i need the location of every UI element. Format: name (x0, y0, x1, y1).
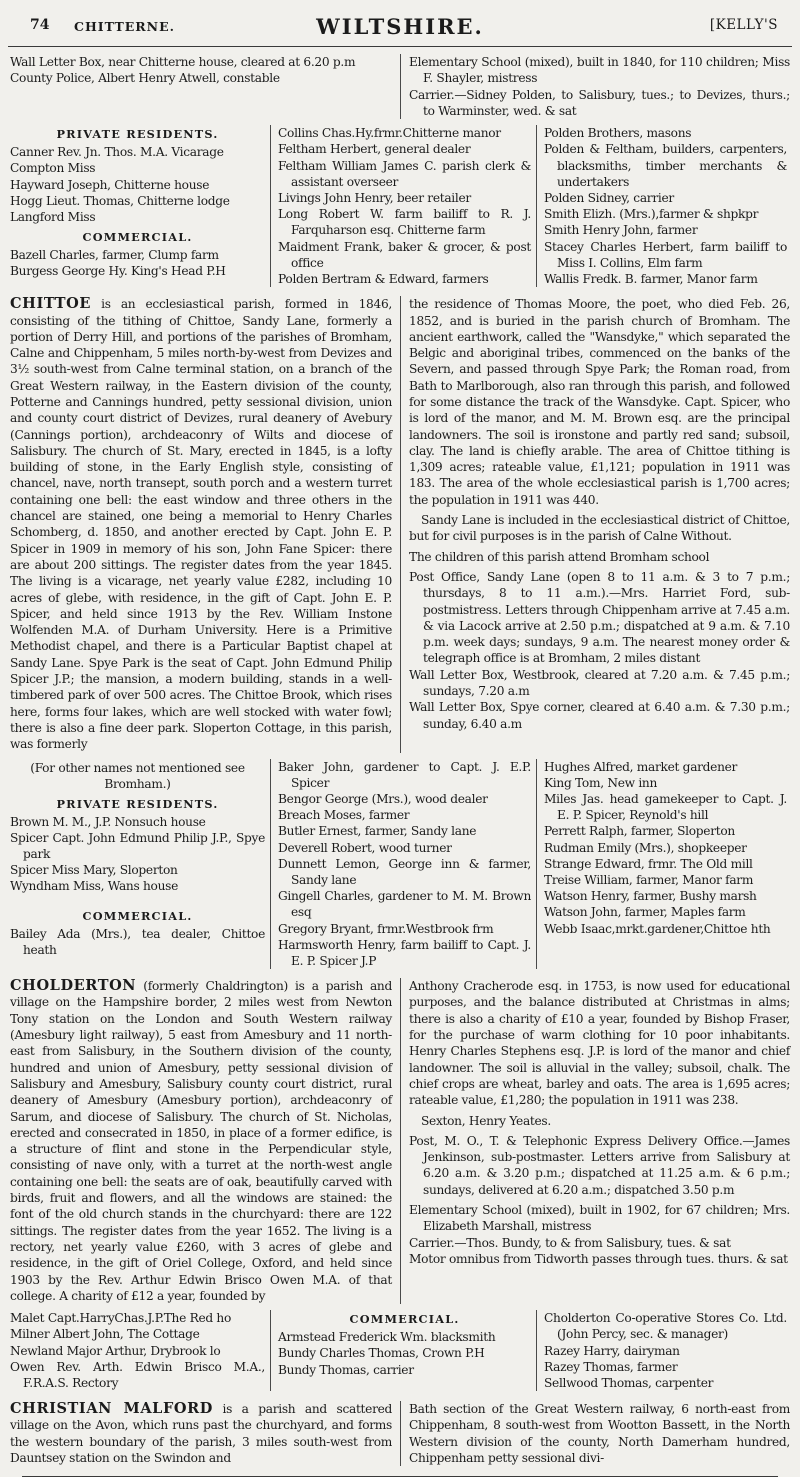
directory-entry: Baker John, gardener to Capt. J. E.P. Spicer (278, 759, 531, 790)
chittoe-school-note: The children of this parish attend Bromham school (409, 549, 710, 564)
chittoe-article-right (400, 296, 792, 752)
chittoe-sandy-lane-note: Sandy Lane is included in the ecclesiastical district of Chittoe, but for civil purposes is in the parish of Calne Without. (409, 513, 790, 544)
chitterne-misc-left (8, 54, 400, 119)
cholderton-school: Elementary School (mixed), built in 1902, for 67 children; Mrs. Elizabeth Marshall, mistress (409, 1203, 790, 1234)
directory-entry: Maidment Frank, baker & grocer, & post office (278, 239, 531, 270)
directory-entry: Sellwood Thomas, carpenter (544, 1375, 714, 1390)
chittoe-wall-letter-box-2: Wall Letter Box, Spye corner, cleared at 6.40 a.m. & 7.30 p.m.; sunday, 6.40 a.m (409, 700, 790, 731)
directory-entry: Wyndham Miss, Wans house (10, 879, 178, 894)
directory-entry: Harmsworth Henry, farm bailiff to Capt. J. E. P. Spicer J.P (278, 937, 531, 968)
christian-malford-left (8, 1401, 400, 1466)
directory-entry: Rudman Emily (Mrs.), shopkeeper (544, 840, 747, 855)
directory-entry: Armstead Frederick Wm. blacksmith (278, 1330, 496, 1345)
cholderton-article (8, 978, 792, 1304)
directory-entry: Webb Isaac,mrkt.gardener,Chittoe hth (544, 921, 771, 936)
cholderton-directory (8, 1310, 792, 1391)
chittoe-right-text: the residence of Thomas Moore, the poet, who died Feb. 26, 1852, and is buried in the parish church of Bromham. The ancient earthwork, called the "Wansdyke," which separated the Belgic and aboriginal tribes, commenced on the banks of the Severn, and passed through Spye Park; the Roman road, from Bath to Marlborough, also ran through this parish, and followed for some distance the track of the Wansdyke. Capt. Spicer, who is lord of the manor, and M. M. Brown esq. are the principal landowners. The soil is ironstone and partly red sand; subsoil, clay. The land is chiefly arable. The area of Chittoe tithing is 1,309 acres; rateable value, £1,121; population in 1911 was 183. The area of the whole ecclesiastical parish is 1,700 acres; the population in 1911 was 440. (409, 297, 790, 507)
directory-entry: Owen Rev. Arth. Edwin Brisco M.A., F.R.A.S. Rectory (10, 1359, 265, 1390)
directory-entry: Strange Edward, frmr. The Old mill (544, 856, 753, 871)
cholderton-article-right (400, 978, 792, 1304)
official-entry: County Police, Albert Henry Atwell, constable (10, 71, 280, 86)
directory-entry: Perrett Ralph, farmer, Sloperton (544, 824, 735, 839)
directory-entry: Milner Albert John, The Cottage (10, 1327, 200, 1342)
directory-entry: Hughes Alfred, market gardener (544, 759, 738, 774)
chittoe-directory (8, 759, 792, 970)
directory-entry: Breach Moses, farmer (278, 808, 410, 823)
chittoe-article-left (8, 296, 400, 752)
cholderton-directory-col2 (270, 1310, 536, 1391)
running-head-county: WILTSHIRE. (316, 14, 484, 39)
chittoe-directory-col3 (536, 759, 792, 970)
directory-entry: Bundy Charles Thomas, Crown P.H (278, 1346, 485, 1361)
directory-entry: Malet Capt.HarryChas.J.P.The Red ho (10, 1311, 232, 1326)
chitterne-directory-col2 (270, 125, 536, 287)
directory-entry: Bailey Ada (Mrs.), tea dealer, Chittoe heath (10, 926, 265, 957)
chittoe-directory-col2 (270, 759, 536, 970)
chittoe-parish-name: CHITTOE (10, 295, 91, 313)
cholderton-directory-col3 (536, 1310, 792, 1391)
commercial-heading: COMMERCIAL. (349, 1312, 460, 1327)
directory-entry: Razey Thomas, farmer (544, 1359, 678, 1374)
directory-entry: Wallis Fredk. B. farmer, Manor farm (544, 272, 758, 287)
directory-entry: Polden & Feltham, builders, carpenters, blacksmiths, timber merchants & undertakers (544, 142, 787, 189)
commercial-heading: COMMERCIAL. (82, 230, 193, 245)
page-header (22, 14, 778, 40)
see-bromham-note: (For other names not mentioned see Bromham.) (30, 760, 245, 791)
directory-entry: Langford Miss (10, 210, 96, 224)
directory-entry: Hayward Joseph, Chitterne house (10, 177, 210, 192)
directory-entry: Butler Ernest, farmer, Sandy lane (278, 824, 477, 839)
chitterne-directory-col1 (8, 125, 270, 287)
chittoe-left-text: is an ecclesiastical parish, formed in 1846, consisting of the tithing of Chittoe, Sandy Lane, formerly a portion of Derry Hill, and portions of the parishes of Bromham, Calne and Chippenham, 5 miles north-by-west from Devizes and 3½ south-west from Calne terminal station, on a branch of the Great Western railway, in the Eastern division of the county, Potterne and Cannings hundred, petty sessional division, union and county court district of Devizes, rural deanery of Avebury (Cannings portion), archdeaconry of Wilts and diocese of Salisbury. The church of St. Mary, erected in 1845, is a lofty building of stone, in the Early English style, consisting of chancel, nave, north transept, south porch and a western turret containing one bell: the east window and three others in the chancel are stained, one being a memorial to Henry Charles Schomberg, d. 1850, and another erected by Capt. John E. P. Spicer in 1909 in memory of his son, John Fane Spicer: there are about 200 sittings. The register dates from the year 1845. The living is a vicarage, net yearly value £282, including 10 acres of glebe, with residence, in the gift of Capt. John E. P. Spicer, and held since 1913 by the Rev. William Instone Wolfenden M.A. of Durham University. Here is a Primitive Methodist chapel, and there is a Particular Baptist chapel at Sandy Lane. Spye Park is the seat of Capt. John Edmund Philip Spicer J.P.; the mansion, a modern building, stands in a well-timbered park of over 500 acres. The Chittoe Brook, which rises here, forms four lakes, which are well stocked with water fowl; there is also a fine deer park. Sloperton Cottage, in this parish, was formerly (10, 297, 392, 752)
directory-entry: Livings John Henry, beer retailer (278, 191, 471, 205)
directory-entry: Treise William, farmer, Manor farm (544, 872, 754, 887)
directory-entry: Deverell Robert, wood turner (278, 840, 452, 855)
directory-entry: Smith Henry John, farmer (544, 223, 698, 238)
directory-entry: Polden Bertram & Edward, farmers (278, 272, 489, 287)
cholderton-parish-name: CHOLDERTON (10, 977, 137, 995)
christian-malford-left-text: is a parish and scattered village on the Avon, which runs past the churchyard, and forms the western boundary of the parish, 3 miles south-west from Dauntsey station on the Swindon and (10, 1402, 393, 1466)
chitterne-commercial-list (10, 247, 265, 279)
directory-entry: King Tom, New inn (544, 775, 658, 790)
private-residents-heading: PRIVATE RESIDENTS. (56, 796, 219, 811)
chitterne-private-residents-list (10, 144, 265, 225)
directory-entry: Cholderton Co-operative Stores Co. Ltd. (John Percy, sec. & manager) (544, 1311, 787, 1342)
official-entry: Carrier.—Sidney Polden, to Salisbury, tues.; to Devizes, thurs.; to Warminster, wed. & sat (409, 87, 790, 118)
christian-malford-article (8, 1401, 792, 1466)
directory-entry: Watson John, farmer, Maples farm (544, 905, 746, 920)
cholderton-directory-col1 (8, 1310, 270, 1391)
cholderton-right-text: Anthony Cracherode esq. in 1753, is now used for educational purposes, and the balance distributed at Christmas in alms; there is also a charity of £10 a year, founded by Bishop Fraser, for the purchase of warm clothing for 10 poor inhabitants. Henry Charles Stephens esq. J.P. is lord of the manor and chief landowner. The soil is alluvial in the valley; subsoil, chalk. The chief crops are wheat, barley and oats. The area is 1,695 acres; rateable value, £1,280; the population in 1911 was 238. (409, 979, 790, 1108)
chitterne-misc-right (400, 54, 792, 119)
christian-malford-right-text: Bath section of the Great Western railway, 6 north-east from Chippenham, 8 south-west from Wootton Bassett, in the North Western division of the county, North Damerham hundred, Chippenham petty sessional divi- (409, 1402, 790, 1466)
directory-entry: Newland Major Arthur, Drybrook lo (10, 1343, 221, 1358)
directory-entry: Bundy Thomas, carrier (278, 1362, 414, 1377)
cholderton-left-text: (formerly Chaldrington) is a parish and village on the Hampshire border, 2 miles west from Newton Tony station on the London and South Western railway (Amesbury light railway), 5 east from Amesbury and 11 north-east from Salisbury, in the Southern division of the county, hundred and union of Amesbury, petty sessional division of Salisbury and Amesbury, Salisbury county court district, rural deanery of Amesbury (Amesbury portion), archdeaconry of Sarum, and diocese of Salisbury. The church of St. Nicholas, erected and consecrated in 1850, in place of a former edifice, is a structure of flint and stone in the Perpendicular style, consisting of nave only, with a turret at the north-west angle containing one bell: the seats are of oak, beautifully carved with birds, fruit and flowers, and all the windows are stained: the font of the old church stands in the churchyard: there are 122 sittings. The register dates from the year 1652. The living is a rectory, net yearly value £260, with 3 acres of glebe and residence, in the gift of Oriel College, Oxford, and held since 1903 by the Rev. Arthur Edwin Brisco Owen M.A. of that college. A charity of £12 a year, founded by (10, 979, 392, 1303)
chittoe-article (8, 296, 792, 752)
cholderton-post-office: Post, M. O., T. & Telephonic Express Delivery Office.—James Jenkinson, sub-postmaster. Letters arrive from Salisbury at 6.20 a.m. & 3.20 p.m.; dispatched at 11.25 a.m. & 6 p.m.; sundays, delivered at 6.20 a.m.; dispatched 3.50 p.m (409, 1133, 790, 1197)
directory-entry: Spicer Miss Mary, Sloperton (10, 863, 178, 878)
directory-entry: Dunnett Lemon, George inn & farmer, Sandy lane (278, 856, 531, 887)
private-residents-heading: PRIVATE RESIDENTS. (56, 127, 219, 142)
publisher-mark: [KELLY'S (709, 17, 778, 33)
official-entry: Wall Letter Box, near Chitterne house, cleared at 6.20 p.m (10, 55, 356, 69)
directory-entry: Polden Brothers, masons (544, 126, 692, 141)
directory-entry: Collins Chas.Hy.frmr.Chitterne manor (278, 126, 501, 141)
chitterne-misc-section (8, 54, 792, 119)
cholderton-commercial-list (278, 1329, 531, 1378)
commercial-heading: COMMERCIAL. (82, 908, 193, 923)
chitterne-directory-col3 (536, 125, 792, 287)
running-head-place: CHITTERNE. (74, 19, 175, 34)
directory-entry: Bazell Charles, farmer, Clump farm (10, 248, 219, 263)
chittoe-directory-col1 (8, 759, 270, 970)
directory-entry: Polden Sidney, carrier (544, 191, 674, 205)
directory-entry: Miles Jas. head gamekeeper to Capt. J. E. P. Spicer, Reynold's hill (544, 791, 787, 823)
directory-entry: Feltham William James C. parish clerk & assistant overseer (278, 158, 531, 189)
directory-entry: Hogg Lieut. Thomas, Chitterne lodge (10, 193, 230, 208)
cholderton-omnibus: Motor omnibus from Tidworth passes through tues. thurs. & sat (409, 1251, 788, 1266)
chittoe-wall-letter-box-1: Wall Letter Box, Westbrook, cleared at 7.20 a.m. & 7.45 p.m.; sundays, 7.20 a.m (409, 667, 790, 699)
directory-entry: Compton Miss (10, 161, 96, 176)
christian-malford-right (400, 1401, 792, 1466)
directory-entry: Watson Henry, farmer, Bushy marsh (544, 889, 757, 904)
directory-entry: Stacey Charles Herbert, farm bailiff to Miss I. Collins, Elm farm (544, 239, 787, 270)
header-rule (8, 46, 792, 47)
directory-entry: Smith Elizh. (Mrs.),farmer & shpkpr (544, 207, 759, 222)
directory-entry: Long Robert W. farm bailiff to R. J. Farquharson esq. Chitterne farm (278, 207, 531, 238)
chittoe-post-office: Post Office, Sandy Lane (open 8 to 11 a.m. & 3 to 7 p.m.; thursdays, 8 to 11 a.m.).—Mrs. Harriet Ford, sub-postmistress. Letters through Chippenham arrive at 7.45 a.m. & via Lacock arrive at 2.50 p.m.; dispatched at 9 a.m. & 7.10 p.m. week days; sundays, 9 a.m. The nearest money order & telegraph office is at Bromham, 2 miles distant (409, 569, 790, 666)
directory-entry: Burgess George Hy. King's Head P.H (10, 264, 226, 279)
directory-entry: Brown M. M., J.P. Nonsuch house (10, 814, 206, 829)
directory-entry: Canner Rev. Jn. Thos. M.A. Vicarage (10, 145, 224, 160)
directory-entry: Razey Harry, dairyman (544, 1343, 680, 1358)
directory-entry: Feltham Herbert, general dealer (278, 142, 471, 157)
directory-entry: Bengor George (Mrs.), wood dealer (278, 791, 488, 806)
directory-entry: Gregory Bryant, frmr.Westbrook frm (278, 921, 494, 936)
page-number: 74 (30, 17, 50, 33)
cholderton-article-left (8, 978, 400, 1304)
cholderton-sexton: Sexton, Henry Yeates. (421, 1113, 551, 1128)
official-entry: Elementary School (mixed), built in 1840, for 110 children; Miss F. Shayler, mistress (409, 55, 790, 86)
christian-malford-parish-name: CHRISTIAN MALFORD (10, 1400, 213, 1418)
directory-entry: Gingell Charles, gardener to M. M. Brown esq (278, 889, 531, 920)
chittoe-private-residents-list (10, 814, 265, 895)
chitterne-directory (8, 125, 792, 287)
chittoe-commercial-list (10, 926, 265, 958)
cholderton-carrier: Carrier.—Thos. Bundy, to & from Salisbury, tues. & sat (409, 1235, 731, 1250)
directory-entry: Spicer Capt. John Edmund Philip J.P., Spye park (10, 830, 265, 861)
